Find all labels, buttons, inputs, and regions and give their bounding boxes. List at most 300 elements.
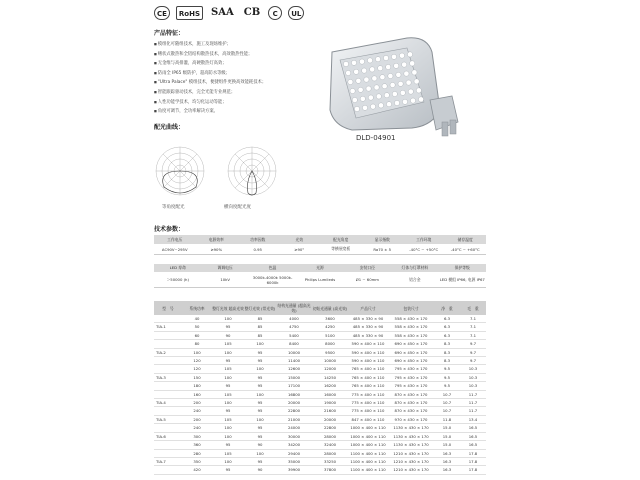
led-chip-icon — [402, 99, 407, 104]
table-cell: 60 — [182, 331, 212, 339]
table-cell: 10kV — [201, 272, 248, 288]
table-cell: 95 — [212, 441, 244, 449]
table-cell: 690 × 450 × 170 — [388, 357, 434, 365]
table-cell: 300 — [182, 432, 212, 440]
model-group-cell: TIA-4 — [154, 399, 182, 407]
table-row — [154, 323, 486, 331]
photometric-title: 配光曲线： — [154, 124, 185, 131]
table-cell: 765 × 400 × 110 — [348, 373, 388, 381]
table-cell: 11.7 — [460, 390, 486, 398]
table-cell: 8000 — [312, 340, 348, 348]
model-group-cell — [154, 390, 182, 398]
table-header-cell: 整灯光效 超高光效 — [212, 301, 244, 315]
table-cell: 14250 — [312, 373, 348, 381]
led-chip-icon — [418, 97, 423, 102]
table-cell: 360 — [182, 441, 212, 449]
table-cell: 100 — [244, 365, 276, 373]
table-row — [154, 449, 486, 457]
led-chip-icon — [354, 106, 359, 111]
model-spec-table-body — [154, 315, 486, 474]
table-cell: 16800 — [276, 390, 312, 398]
led-chip-icon — [392, 91, 397, 96]
led-chip-icon — [414, 79, 419, 84]
table-cell: ＞50000 (h) — [154, 272, 201, 288]
table-row — [154, 340, 486, 348]
table-cell: 100 — [182, 348, 212, 356]
led-chip-icon — [370, 67, 375, 72]
feature-item: ■ 人性功能学技术，均匀化运动等能； — [154, 98, 304, 108]
led-chip-icon — [348, 79, 353, 84]
led-chip-icon — [390, 82, 395, 87]
table-cell: 240 — [182, 424, 212, 432]
table-cell: AC90V~295V — [154, 244, 196, 255]
led-chip-icon — [374, 85, 379, 90]
table-cell: 16.5 — [460, 441, 486, 449]
table-cell: 100 — [212, 373, 244, 381]
led-chip-icon — [388, 73, 393, 78]
table-cell: 8.3 — [434, 348, 460, 356]
table-cell: 485 × 330 × 90 — [348, 315, 388, 323]
table-cell: 690 × 450 × 170 — [388, 348, 434, 356]
model-group-cell — [154, 441, 182, 449]
led-chip-icon — [362, 105, 367, 110]
led-chip-icon — [404, 71, 409, 76]
table-cell: 17100 — [276, 382, 312, 390]
feature-item: ■ 智能跟踪驱动技术，完全光能专业规范； — [154, 88, 304, 98]
model-group-cell: TIA-2 — [154, 348, 182, 356]
led-chip-icon — [366, 86, 371, 91]
table-cell: 775 × 400 × 110 — [348, 407, 388, 415]
table-cell: 16.3 — [434, 457, 460, 465]
table-header-cell: 包装尺寸 — [388, 301, 434, 315]
table-cell: 105 — [212, 365, 244, 373]
table-cell: 95 — [212, 407, 244, 415]
led-chip-icon — [384, 93, 389, 98]
table-cell: 28000 — [312, 432, 348, 440]
table-row — [154, 357, 486, 365]
table-cell: 95 — [212, 382, 244, 390]
features-title: 产品特征： — [154, 30, 185, 37]
table-cell: 970 × 430 × 170 — [388, 415, 434, 423]
cert-rohs-icon: RoHS — [176, 6, 203, 20]
table-cell: 等横展宽板 — [320, 244, 362, 255]
table-cell: 33250 — [312, 457, 348, 465]
table-cell: 22800 — [276, 407, 312, 415]
polar-chart-right — [226, 141, 278, 201]
table-cell: 590 × 400 × 110 — [348, 348, 388, 356]
table-cell: 240 — [182, 407, 212, 415]
table-cell: 95 — [212, 323, 244, 331]
table-header-cell: 毛 重 — [460, 301, 486, 315]
table-cell: 350 — [182, 457, 212, 465]
features-list — [154, 40, 304, 117]
table-cell: 16.5 — [460, 424, 486, 432]
table-cell: 20000 — [276, 399, 312, 407]
table-cell: 95 — [244, 357, 276, 365]
table-cell: 95 — [212, 357, 244, 365]
table-cell: 1130 × 430 × 170 — [388, 424, 434, 432]
table-header-cell: 产品尺寸 — [348, 301, 388, 315]
table-cell: 30000 — [276, 432, 312, 440]
table-cell: 160 — [182, 390, 212, 398]
table-cell: 870 × 430 × 170 — [388, 407, 434, 415]
feature-item: ■ 鳍状式散热和全铝结构散热技术，高效散热性能； — [154, 50, 304, 60]
model-number: DLD-04901 — [356, 134, 396, 142]
table-cell: 3000k-4000k 5000k-6000k — [249, 272, 296, 288]
table-row — [154, 407, 486, 415]
table-cell: 95 — [244, 373, 276, 381]
led-chip-icon — [382, 84, 387, 89]
table-cell: 16.3 — [434, 466, 460, 474]
tech-params-title: 技术参数： — [154, 226, 185, 233]
table-cell: 11.7 — [460, 407, 486, 415]
table-cell: 15.0 — [434, 424, 460, 432]
table-row — [154, 415, 486, 423]
table-header-cell: LED 寿命 — [154, 264, 201, 272]
table-header-row — [154, 264, 486, 272]
table-cell: 9.5 — [434, 365, 460, 373]
table-cell: 100 — [212, 424, 244, 432]
led-chip-icon — [398, 81, 403, 86]
table-cell: 90 — [212, 331, 244, 339]
table-cell: 17.8 — [460, 466, 486, 474]
table-cell: 10.3 — [460, 365, 486, 373]
table-row — [154, 466, 486, 474]
table-cell: 100 — [244, 449, 276, 457]
table-cell: 6.3 — [434, 323, 460, 331]
table-cell: 20000 — [312, 415, 348, 423]
table-cell: 90 — [244, 466, 276, 474]
table-cell: 1210 × 430 × 170 — [388, 449, 434, 457]
table-cell: 420 — [182, 466, 212, 474]
table-cell: 9.5 — [434, 373, 460, 381]
table-header-cell: 色温 — [249, 264, 296, 272]
table-cell: 795 × 430 × 170 — [388, 373, 434, 381]
polar-left-caption: 等角度配光 — [162, 205, 185, 210]
table-cell: 17.8 — [460, 457, 486, 465]
table-header-cell: 储存温度 — [445, 235, 487, 244]
led-chip-icon — [410, 98, 415, 103]
table-cell: 485 × 330 × 90 — [348, 331, 388, 339]
table-cell: 10000 — [276, 348, 312, 356]
cert-c-icon: C — [268, 6, 282, 20]
table-cell: 9.7 — [460, 340, 486, 348]
table-header-row — [154, 235, 486, 244]
table-cell: 120 — [182, 357, 212, 365]
led-chip-icon — [396, 72, 401, 77]
table-cell: 4250 — [312, 323, 348, 331]
table-cell: 558 × 430 × 170 — [388, 331, 434, 339]
table-cell: 40 — [182, 315, 212, 323]
table-header-cell: 功率因数 — [237, 235, 279, 244]
model-group-cell — [154, 331, 182, 339]
table-cell: 10.3 — [460, 373, 486, 381]
table-header-cell: 工作环境 — [403, 235, 445, 244]
table-cell: 80 — [182, 340, 212, 348]
table-cell: 775 × 400 × 110 — [348, 390, 388, 398]
table-cell: 12600 — [276, 365, 312, 373]
table-cell: 1210 × 430 × 170 — [388, 457, 434, 465]
table-cell: 5100 — [312, 331, 348, 339]
table-cell: LED 模组 IP66, 电源 IP67 — [439, 272, 486, 288]
table-cell: 13.4 — [460, 415, 486, 423]
table-row — [154, 424, 486, 432]
led-chip-icon — [370, 104, 375, 109]
model-group-cell: TIA-1 — [154, 323, 182, 331]
model-group-cell — [154, 407, 182, 415]
table-cell: 11.7 — [460, 399, 486, 407]
polar-right-caption: 横向度配光度 — [224, 205, 251, 210]
table-cell: 690 × 450 × 170 — [388, 340, 434, 348]
table-cell: 7.1 — [460, 315, 486, 323]
table-cell: 1130 × 430 × 170 — [388, 432, 434, 440]
table-cell: 6.3 — [434, 331, 460, 339]
table-cell: 15.0 — [434, 441, 460, 449]
led-chip-icon — [360, 96, 365, 101]
table-cell: 10000 — [312, 357, 348, 365]
table-cell: 37800 — [312, 466, 348, 474]
table-cell: 558 × 430 × 170 — [388, 315, 434, 323]
table-cell: 11400 — [276, 357, 312, 365]
table-cell: 485 × 330 × 90 — [348, 323, 388, 331]
table-cell: 10.7 — [434, 399, 460, 407]
led-chip-icon — [362, 68, 367, 73]
table-cell: 85 — [244, 323, 276, 331]
table-header-cell: 净 重 — [434, 301, 460, 315]
table-cell: 17.8 — [460, 449, 486, 457]
table-cell: 15.0 — [434, 432, 460, 440]
feature-item: ■ 防雨全 IP65 级防护，超高防水等级； — [154, 69, 304, 79]
led-chip-icon — [378, 103, 383, 108]
led-chip-icon — [352, 97, 357, 102]
table-cell: 280 — [182, 449, 212, 457]
table-cell: 1000 × 400 × 110 — [348, 441, 388, 449]
led-chip-icon — [407, 52, 412, 57]
table-cell: 29400 — [276, 449, 312, 457]
led-chip-icon — [412, 70, 417, 75]
table-cell: 7.1 — [460, 323, 486, 331]
table-cell: 10.7 — [434, 407, 460, 415]
table-cell: 100 — [212, 315, 244, 323]
table-cell: 50 — [182, 323, 212, 331]
table-header-cell: 安装口径 — [344, 264, 391, 272]
table-cell: 5400 — [276, 331, 312, 339]
led-chip-icon — [378, 66, 383, 71]
table-cell: 765 × 400 × 110 — [348, 365, 388, 373]
model-group-cell — [154, 315, 182, 323]
table-header-cell: 灯体与灯罩材料 — [391, 264, 438, 272]
table-cell: 9500 — [312, 348, 348, 356]
model-group-cell: TIA-5 — [154, 415, 182, 423]
model-group-cell — [154, 424, 182, 432]
table-row — [154, 390, 486, 398]
table-header-cell: 配光角度 — [320, 235, 362, 244]
led-chip-icon — [386, 102, 391, 107]
table-cell: 200 — [182, 399, 212, 407]
table-row — [154, 315, 486, 323]
model-group-cell — [154, 382, 182, 390]
table-cell: 21000 — [276, 415, 312, 423]
table-cell: 100 — [212, 348, 244, 356]
table-row — [154, 382, 486, 390]
table-cell: 95 — [244, 432, 276, 440]
table-cell: 1100 × 400 × 110 — [348, 449, 388, 457]
table-header-cell: 电源效率 — [196, 235, 238, 244]
table-row — [154, 373, 486, 381]
table-cell: 100 — [212, 457, 244, 465]
table-row — [154, 331, 486, 339]
model-group-cell — [154, 365, 182, 373]
table-cell: 95 — [244, 399, 276, 407]
table-cell: 15000 — [276, 373, 312, 381]
led-chip-icon — [368, 95, 373, 100]
table-cell: 765 × 400 × 110 — [348, 382, 388, 390]
table-cell: 85 — [244, 315, 276, 323]
led-chip-icon — [356, 78, 361, 83]
led-chip-icon — [375, 57, 380, 62]
table-cell: Ra70 ± 5 — [362, 244, 404, 255]
table-cell: ≥90° — [279, 244, 321, 255]
model-group-cell: TIA-6 — [154, 432, 182, 440]
table-cell: 0.95 — [237, 244, 279, 255]
table-cell: 10.7 — [434, 390, 460, 398]
led-chip-icon — [350, 88, 355, 93]
led-chip-icon — [364, 77, 369, 82]
led-chip-icon — [406, 80, 411, 85]
table-cell: 847 × 400 × 110 — [348, 415, 388, 423]
table-cell: 95 — [244, 457, 276, 465]
led-chip-icon — [359, 59, 364, 64]
table-row — [154, 432, 486, 440]
table-cell: 39900 — [276, 466, 312, 474]
table-row — [154, 441, 486, 449]
led-chip-icon — [354, 69, 359, 74]
table-cell: 12000 — [312, 365, 348, 373]
table-cell: 10.3 — [460, 382, 486, 390]
table-cell: 9.7 — [460, 348, 486, 356]
table-cell: 16000 — [312, 390, 348, 398]
table-cell: 90 — [244, 441, 276, 449]
optical-spec-table — [154, 264, 486, 288]
table-cell: 200 — [182, 415, 212, 423]
table-header-cell: 工作电压 — [154, 235, 196, 244]
led-chip-icon — [400, 90, 405, 95]
table-cell: 100 — [244, 390, 276, 398]
table-cell: 35000 — [276, 457, 312, 465]
table-cell: -40°C ~ +60°C — [445, 244, 487, 255]
led-chip-icon — [372, 76, 377, 81]
table-cell: 11.8 — [434, 415, 460, 423]
table-cell: 28000 — [312, 449, 348, 457]
table-cell: 19000 — [312, 399, 348, 407]
table-header-cell: 结构光通量 (超高光效) — [277, 303, 311, 313]
table-header-cell: 调调电压 — [201, 264, 248, 272]
table-cell: Ø1 ~ 60mm — [344, 272, 391, 288]
table-cell: 590 × 400 × 110 — [348, 340, 388, 348]
table-cell: 590 × 400 × 110 — [348, 357, 388, 365]
table-cell: 105 — [212, 449, 244, 457]
table-cell: 铝合金 — [391, 272, 438, 288]
table-cell: 95 — [212, 466, 244, 474]
table-header-cell: 光效 — [279, 235, 321, 244]
led-chip-icon — [367, 58, 372, 63]
table-cell: 4750 — [276, 323, 312, 331]
table-cell: 4000 — [276, 315, 312, 323]
table-row — [154, 457, 486, 465]
led-chip-icon — [386, 64, 391, 69]
feature-item: ■ 无金维与高排灌，高硬散热灯高效； — [154, 59, 304, 69]
led-chip-icon — [410, 61, 415, 66]
led-chip-icon — [416, 88, 421, 93]
model-spec-table — [154, 301, 486, 475]
table-cell: 105 — [212, 340, 244, 348]
table-cell: 1210 × 430 × 170 — [388, 466, 434, 474]
feature-item: ■ 模组化可随组技术，施工及现场维护； — [154, 40, 304, 50]
table-cell: 21600 — [312, 407, 348, 415]
model-group-cell — [154, 449, 182, 457]
feature-item: ■ 角度可调节，全功率解决方案。 — [154, 107, 304, 117]
table-cell: 870 × 430 × 170 — [388, 390, 434, 398]
product-spec-sheet — [140, 0, 500, 480]
led-chip-icon — [402, 62, 407, 67]
model-group-cell: TIA-7 — [154, 457, 182, 465]
table-cell: 32400 — [312, 441, 348, 449]
table-cell: 34200 — [276, 441, 312, 449]
table-cell: 95 — [244, 407, 276, 415]
table-cell: 8400 — [276, 340, 312, 348]
led-chip-icon — [391, 54, 396, 59]
table-header-row — [154, 301, 486, 315]
table-cell: 120 — [182, 365, 212, 373]
polar-chart-left — [154, 141, 206, 201]
feature-item: ■ "Ultra Palace" 模组技术，便捷组件更换高效能耗技术； — [154, 78, 304, 88]
table-header-cell: 型 号 — [154, 301, 182, 315]
model-group-cell: TIA-3 — [154, 373, 182, 381]
led-chip-icon — [343, 61, 348, 66]
table-cell: 95 — [244, 424, 276, 432]
table-cell: 95 — [244, 382, 276, 390]
table-cell: 6.3 — [434, 315, 460, 323]
table-cell: -40°C ~ +50°C — [403, 244, 445, 255]
table-row — [154, 365, 486, 373]
table-cell: 22800 — [312, 424, 348, 432]
table-cell: 85 — [244, 331, 276, 339]
table-cell: 795 × 430 × 170 — [388, 382, 434, 390]
cert-ce-icon: CE — [154, 6, 170, 20]
electrical-spec-table — [154, 235, 486, 255]
table-cell: 9.7 — [460, 357, 486, 365]
led-chip-icon — [376, 94, 381, 99]
table-cell: 100 — [244, 415, 276, 423]
table-cell: Philips Lumileds — [296, 272, 343, 288]
table-cell: 16200 — [312, 382, 348, 390]
certification-badges — [154, 6, 304, 20]
table-cell: 1000 × 400 × 110 — [348, 432, 388, 440]
model-group-cell — [154, 466, 182, 474]
model-group-cell — [154, 357, 182, 365]
table-cell: 1100 × 400 × 110 — [348, 466, 388, 474]
led-chip-icon — [394, 63, 399, 68]
led-chip-icon — [351, 60, 356, 65]
table-cell: 95 — [244, 348, 276, 356]
table-cell: 1130 × 430 × 170 — [388, 441, 434, 449]
led-chip-icon — [408, 89, 413, 94]
street-lamp-image — [312, 30, 462, 140]
table-cell: 105 — [212, 415, 244, 423]
table-header-cell: 整灯光效 (常光效) — [244, 301, 276, 315]
table-cell: 9.5 — [434, 382, 460, 390]
table-cell: 16.5 — [460, 432, 486, 440]
